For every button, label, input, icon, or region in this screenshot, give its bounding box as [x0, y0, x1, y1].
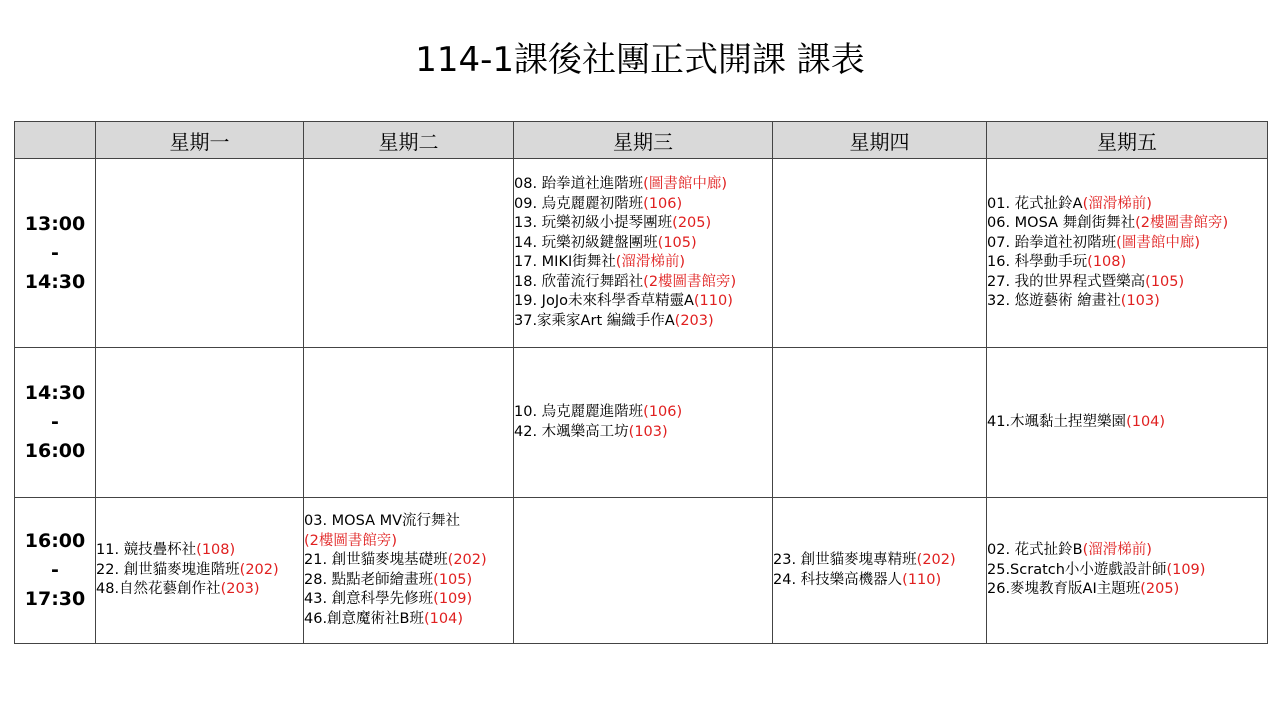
class-entry	[304, 571, 513, 591]
time-slot-row	[15, 348, 1268, 498]
class-entry	[514, 195, 772, 215]
class-name: 02. 花式扯鈴B	[987, 542, 1083, 559]
class-entry	[987, 273, 1267, 293]
class-entry	[514, 175, 772, 195]
class-name: 26.麥塊教育版AI主題班	[987, 581, 1141, 598]
class-room: (2樓圖書館旁)	[643, 273, 737, 290]
class-room: (溜滑梯前)	[1082, 195, 1152, 212]
schedule-cell	[514, 498, 773, 644]
class-entry	[514, 312, 772, 332]
class-name: 13. 玩樂初級小提琴團班	[514, 215, 673, 231]
time-label: -	[51, 411, 59, 433]
class-entry	[304, 590, 513, 610]
schedule-table	[14, 121, 1268, 644]
class-entry	[987, 413, 1267, 433]
class-room: (205)	[672, 215, 712, 231]
class-name: 09. 烏克麗麗初階班	[514, 195, 644, 212]
class-room: (103)	[1120, 293, 1160, 309]
class-entry	[514, 253, 772, 273]
class-room: (圖書館中廊)	[643, 176, 727, 192]
class-name: 22. 創世貓麥塊進階班	[96, 561, 240, 578]
class-name: 41.木颯黏土捏塑樂園	[987, 413, 1127, 430]
class-entry	[304, 551, 513, 571]
schedule-cell	[773, 498, 987, 644]
schedule-cell	[96, 498, 304, 644]
class-entry	[773, 551, 986, 571]
class-room: (105)	[657, 234, 697, 251]
time-slot-row	[15, 159, 1268, 348]
schedule-cell	[773, 159, 987, 348]
class-name: 14. 玩樂初級鍵盤團班	[514, 234, 658, 251]
class-name: 46.創意魔術社B班	[304, 610, 425, 627]
schedule-cell	[304, 348, 514, 498]
class-name: 42. 木颯樂高工坊	[514, 423, 629, 440]
class-room: (202)	[916, 552, 956, 568]
class-name: 03. MOSA MV流行舞社	[304, 513, 461, 529]
class-entry	[514, 214, 772, 234]
class-room: (106)	[643, 195, 683, 212]
time-label: -	[51, 241, 59, 264]
time-label: 16:00	[24, 530, 86, 552]
schedule-cell	[773, 348, 987, 498]
time-cell	[15, 348, 96, 498]
class-entry	[96, 561, 303, 581]
class-entry	[987, 195, 1267, 215]
class-room: (110)	[902, 571, 942, 588]
class-name: 07. 跆拳道社初階班	[987, 234, 1117, 251]
class-name: 19. JoJo未來科學香草精靈A	[514, 293, 694, 309]
class-room: (圖書館中廊)	[1116, 234, 1200, 251]
class-entry	[304, 512, 513, 532]
class-entry	[514, 403, 772, 423]
class-room: (110)	[693, 293, 733, 309]
time-label: -	[51, 559, 59, 581]
class-entry	[304, 610, 513, 630]
class-room: (109)	[1166, 561, 1206, 578]
time-label: 13:00	[24, 212, 86, 235]
time-label: 14:30	[24, 382, 86, 404]
class-entry	[987, 292, 1267, 312]
class-name: 01. 花式扯鈴A	[987, 195, 1083, 212]
class-entry	[987, 253, 1267, 273]
class-name: 08. 跆拳道社進階班	[514, 176, 644, 192]
day-header: 星期二	[304, 122, 514, 159]
time-label: 17:30	[24, 588, 86, 610]
class-name: 32. 悠遊藝術 繪畫社	[987, 293, 1121, 309]
class-entry	[987, 214, 1267, 234]
class-entry	[514, 423, 772, 443]
schedule-cell	[987, 159, 1268, 348]
class-name: 27. 我的世界程式暨樂高	[987, 273, 1146, 290]
class-entry	[987, 580, 1267, 600]
class-entry	[987, 234, 1267, 254]
class-room: (205)	[1140, 581, 1180, 598]
class-room: (105)	[433, 571, 473, 588]
class-room: (105)	[1145, 273, 1185, 290]
day-header: 星期五	[987, 122, 1268, 159]
class-entry	[96, 580, 303, 600]
time-cell	[15, 498, 96, 644]
class-entry	[514, 234, 772, 254]
schedule-cell	[304, 159, 514, 348]
class-name: 16. 科學動手玩	[987, 254, 1088, 270]
class-name: 06. MOSA 舞創街舞社	[987, 215, 1136, 231]
day-header: 星期三	[514, 122, 773, 159]
time-label: 14:30	[24, 270, 86, 293]
class-room: (溜滑梯前)	[1082, 542, 1152, 559]
schedule-cell	[514, 159, 773, 348]
class-name: 21. 創世貓麥塊基礎班	[304, 552, 448, 568]
class-entry	[514, 292, 772, 312]
class-name: 17. MIKI街舞社	[514, 254, 616, 270]
class-room: (203)	[674, 312, 714, 329]
class-name: 28. 點點老師繪畫班	[304, 571, 434, 588]
class-name: 37.家乘家Art 編織手作A	[514, 312, 675, 329]
class-room: (203)	[220, 581, 260, 598]
class-room: (2樓圖書館旁)	[304, 532, 398, 549]
schedule-cell	[987, 348, 1268, 498]
class-room: (108)	[196, 542, 236, 559]
class-name: 10. 烏克麗麗進階班	[514, 404, 644, 420]
class-room: (104)	[1126, 413, 1166, 430]
class-room: (104)	[424, 610, 464, 627]
schedule-cell	[96, 159, 304, 348]
class-name: 18. 欣蕾流行舞蹈社	[514, 273, 644, 290]
class-name: 24. 科技樂高機器人	[773, 571, 903, 588]
time-cell	[15, 159, 96, 348]
class-entry	[304, 532, 513, 552]
class-entry	[773, 571, 986, 591]
page-title: 114-1課後社團正式開課 課表	[415, 40, 865, 80]
class-entry	[96, 541, 303, 561]
day-header: 星期一	[96, 122, 304, 159]
header-row	[15, 122, 1268, 159]
class-name: 23. 創世貓麥塊專精班	[773, 552, 917, 568]
class-room: (108)	[1087, 254, 1127, 270]
class-name: 25.Scratch小小遊戲設計師	[987, 561, 1167, 578]
schedule-cell	[96, 348, 304, 498]
class-room: (溜滑梯前)	[615, 254, 686, 270]
class-name: 11. 競技疊杯社	[96, 542, 197, 559]
time-slot-row	[15, 498, 1268, 644]
schedule-cell	[304, 498, 514, 644]
corner-cell	[15, 122, 96, 159]
class-room: (202)	[447, 552, 487, 568]
class-entry	[987, 561, 1267, 581]
class-room: (109)	[433, 591, 473, 607]
class-room: (106)	[643, 404, 683, 420]
day-header: 星期四	[773, 122, 987, 159]
class-room: (2樓圖書館旁)	[1135, 215, 1229, 231]
class-room: (103)	[628, 423, 668, 440]
class-name: 43. 創意科學先修班	[304, 591, 434, 607]
class-entry	[514, 273, 772, 293]
schedule-cell	[514, 348, 773, 498]
time-label: 16:00	[24, 440, 86, 462]
class-room: (202)	[239, 561, 279, 578]
class-entry	[987, 541, 1267, 561]
class-name: 48.自然花藝創作社	[96, 581, 221, 598]
schedule-cell	[987, 498, 1268, 644]
